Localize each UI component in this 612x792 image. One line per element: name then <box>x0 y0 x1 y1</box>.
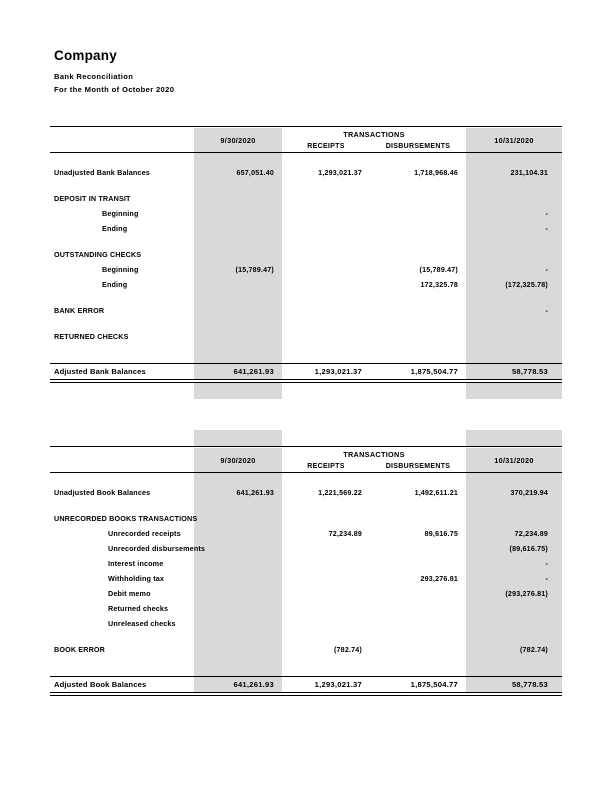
row-label-returned-checks: Returned checks <box>108 604 169 613</box>
table-row <box>50 206 562 221</box>
cell-ending: - <box>466 262 562 277</box>
row-label-bank-error: BANK ERROR <box>54 306 105 315</box>
row-label-interest-income: Interest income <box>108 559 164 568</box>
row-label-unrecorded-disbursements: Unrecorded disbursements <box>108 544 206 553</box>
section-heading-deposit-in-transit: DEPOSIT IN TRANSIT <box>54 194 131 203</box>
spacer-row <box>50 236 562 247</box>
cell-ending: - <box>466 206 562 221</box>
report-title: Bank Reconciliation <box>54 72 134 81</box>
cell-beginning <box>194 206 282 221</box>
cell-receipts <box>282 556 370 571</box>
cell-beginning <box>194 277 282 292</box>
spacer-row <box>50 474 562 485</box>
cell-ending <box>466 329 562 344</box>
book-reconciliation-table <box>50 430 562 696</box>
cell-beginning <box>194 601 282 616</box>
table-row <box>50 329 562 344</box>
cell-ending: - <box>466 556 562 571</box>
cell-receipts: 72,234.89 <box>328 529 362 538</box>
cell-beginning <box>194 642 282 657</box>
cell-disbursements <box>370 221 466 236</box>
table-row <box>50 556 562 571</box>
row-label-adjusted-book: Adjusted Book Balances <box>50 677 194 693</box>
header-disbursements: DISBURSEMENTS <box>385 142 451 150</box>
cell-receipts: 1,293,021.37 <box>282 364 370 380</box>
cell-beginning: 641,261.93 <box>194 485 282 500</box>
bank-header-row-1 <box>50 128 562 140</box>
cell-receipts: 1,293,021.37 <box>282 677 370 693</box>
header-transactions-group: TRANSACTIONS <box>343 129 405 139</box>
spacer-row <box>50 631 562 642</box>
spacer-row <box>50 292 562 303</box>
table-row <box>50 485 562 500</box>
cell-disbursements: (15,789.47) <box>419 265 458 274</box>
cell-disbursements <box>370 601 466 616</box>
cell-ending: (172,325.78) <box>466 277 562 292</box>
cell-ending: 58,778.53 <box>466 677 562 693</box>
spacer-row <box>50 344 562 355</box>
cell-beginning <box>194 221 282 236</box>
table-row <box>50 601 562 616</box>
total-row-adjusted-bank <box>50 364 562 380</box>
cell-beginning <box>194 616 282 631</box>
cell-receipts <box>282 206 370 221</box>
cell-beginning <box>194 556 282 571</box>
cell-disbursements: 172,325.78 <box>420 280 458 289</box>
row-label-dit-ending: Ending <box>102 224 128 233</box>
cell-ending: 370,219.94 <box>466 485 562 500</box>
cell-ending: 231,104.31 <box>466 165 562 180</box>
table-row <box>50 616 562 631</box>
cell-beginning <box>194 329 282 344</box>
header-transactions-group: TRANSACTIONS <box>343 449 405 459</box>
section-heading-unrecorded: UNRECORDED BOOKS TRANSACTIONS <box>54 514 198 523</box>
cell-receipts <box>282 221 370 236</box>
cell-disbursements: 293,276.81 <box>420 574 458 583</box>
row-label-debit-memo: Debit memo <box>108 589 151 598</box>
shade-head-row <box>50 430 562 447</box>
cell-disbursements <box>370 329 466 344</box>
header-blank-2 <box>50 460 194 473</box>
row-label-adjusted-bank: Adjusted Bank Balances <box>50 364 194 380</box>
book-header-row-1 <box>50 448 562 460</box>
table-row <box>50 586 562 601</box>
header-blank <box>50 448 194 460</box>
header-beginning-date: 9/30/2020 <box>194 128 282 153</box>
cell-receipts: 1,221,569.22 <box>318 488 362 497</box>
bank-reconciliation-table <box>50 126 562 399</box>
cell-beginning <box>194 303 282 318</box>
cell-ending: - <box>466 303 562 318</box>
spacer-row <box>50 154 562 165</box>
cell-receipts <box>282 303 370 318</box>
cell-disbursements <box>370 556 466 571</box>
cell-ending <box>466 601 562 616</box>
spacer-row <box>50 318 562 329</box>
cell-receipts <box>282 601 370 616</box>
row-label-unrecorded-receipts: Unrecorded receipts <box>108 529 181 538</box>
spacer-row <box>50 500 562 511</box>
cell-disbursements <box>370 642 466 657</box>
spacer-row <box>50 180 562 191</box>
cell-receipts <box>282 616 370 631</box>
row-label-book-error: BOOK ERROR <box>54 645 106 654</box>
header-receipts: RECEIPTS <box>307 142 345 150</box>
company-name: Company <box>54 48 117 63</box>
header-blank-2 <box>50 140 194 153</box>
row-label-unreleased-checks: Unreleased checks <box>108 619 176 628</box>
cell-disbursements: 1,718,968.46 <box>414 168 458 177</box>
cell-beginning: 641,261.93 <box>194 677 282 693</box>
header-disbursements: DISBURSEMENTS <box>385 462 451 470</box>
cell-receipts <box>282 541 370 556</box>
cell-ending <box>466 616 562 631</box>
table-row <box>50 191 562 206</box>
header-blank <box>50 128 194 140</box>
cell-beginning: 641,261.93 <box>194 364 282 380</box>
cell-disbursements: 1,492,611.21 <box>414 488 458 497</box>
table-row <box>50 526 562 541</box>
cell-ending: (89,616.75) <box>466 541 562 556</box>
cell-disbursements <box>370 206 466 221</box>
section-heading-outstanding-checks: OUTSTANDING CHECKS <box>54 250 142 259</box>
header-ending-date: 10/31/2020 <box>466 448 562 473</box>
cell-receipts <box>282 262 370 277</box>
cell-receipts <box>282 329 370 344</box>
table-row <box>50 247 562 262</box>
table-row <box>50 571 562 586</box>
table-row <box>50 511 562 526</box>
cell-ending: 58,778.53 <box>466 364 562 380</box>
cell-beginning <box>194 571 282 586</box>
cell-disbursements <box>370 586 466 601</box>
cell-ending: (293,276.81) <box>466 586 562 601</box>
document-header <box>54 48 514 96</box>
report-period: For the Month of October 2020 <box>54 85 175 94</box>
row-label-oc-beginning: Beginning <box>102 265 139 274</box>
row-label-unadjusted-bank: Unadjusted Bank Balances <box>54 168 150 177</box>
cell-ending: - <box>466 221 562 236</box>
shade-tail-row <box>50 383 562 400</box>
header-receipts: RECEIPTS <box>307 462 345 470</box>
cell-disbursements <box>370 616 466 631</box>
row-label-unadjusted-book: Unadjusted Book Balances <box>54 488 151 497</box>
cell-receipts <box>282 571 370 586</box>
cell-beginning: 657,051.40 <box>194 165 282 180</box>
spacer-row <box>50 657 562 668</box>
cell-receipts <box>282 277 370 292</box>
total-row-adjusted-book <box>50 677 562 693</box>
cell-disbursements <box>370 541 466 556</box>
cell-disbursements: 1,875,504.77 <box>370 677 466 693</box>
cell-ending: 72,234.89 <box>466 526 562 541</box>
row-label-dit-beginning: Beginning <box>102 209 139 218</box>
cell-receipts: (782.74) <box>333 645 362 654</box>
header-beginning-date: 9/30/2020 <box>194 448 282 473</box>
cell-beginning <box>194 541 282 556</box>
spacer-row <box>50 355 562 364</box>
cell-ending: (782.74) <box>466 642 562 657</box>
cell-receipts: 1,293,021.37 <box>318 168 362 177</box>
row-label-returned-checks: RETURNED CHECKS <box>54 332 129 341</box>
row-label-withholding-tax: Withholding tax <box>108 574 165 583</box>
header-ending-date: 10/31/2020 <box>466 128 562 153</box>
cell-beginning: (15,789.47) <box>194 262 282 277</box>
cell-receipts <box>282 586 370 601</box>
table-row <box>50 165 562 180</box>
table-row <box>50 262 562 277</box>
table-row <box>50 303 562 318</box>
table-row <box>50 642 562 657</box>
table-row <box>50 221 562 236</box>
cell-beginning <box>194 526 282 541</box>
table-row <box>50 277 562 292</box>
spacer-row <box>50 668 562 677</box>
book-total-rule <box>50 693 562 696</box>
row-label-oc-ending: Ending <box>102 280 128 289</box>
cell-disbursements: 1,875,504.77 <box>370 364 466 380</box>
cell-disbursements <box>370 303 466 318</box>
cell-beginning <box>194 586 282 601</box>
cell-ending: - <box>466 571 562 586</box>
table-row <box>50 541 562 556</box>
cell-disbursements: 89,616.75 <box>424 529 458 538</box>
